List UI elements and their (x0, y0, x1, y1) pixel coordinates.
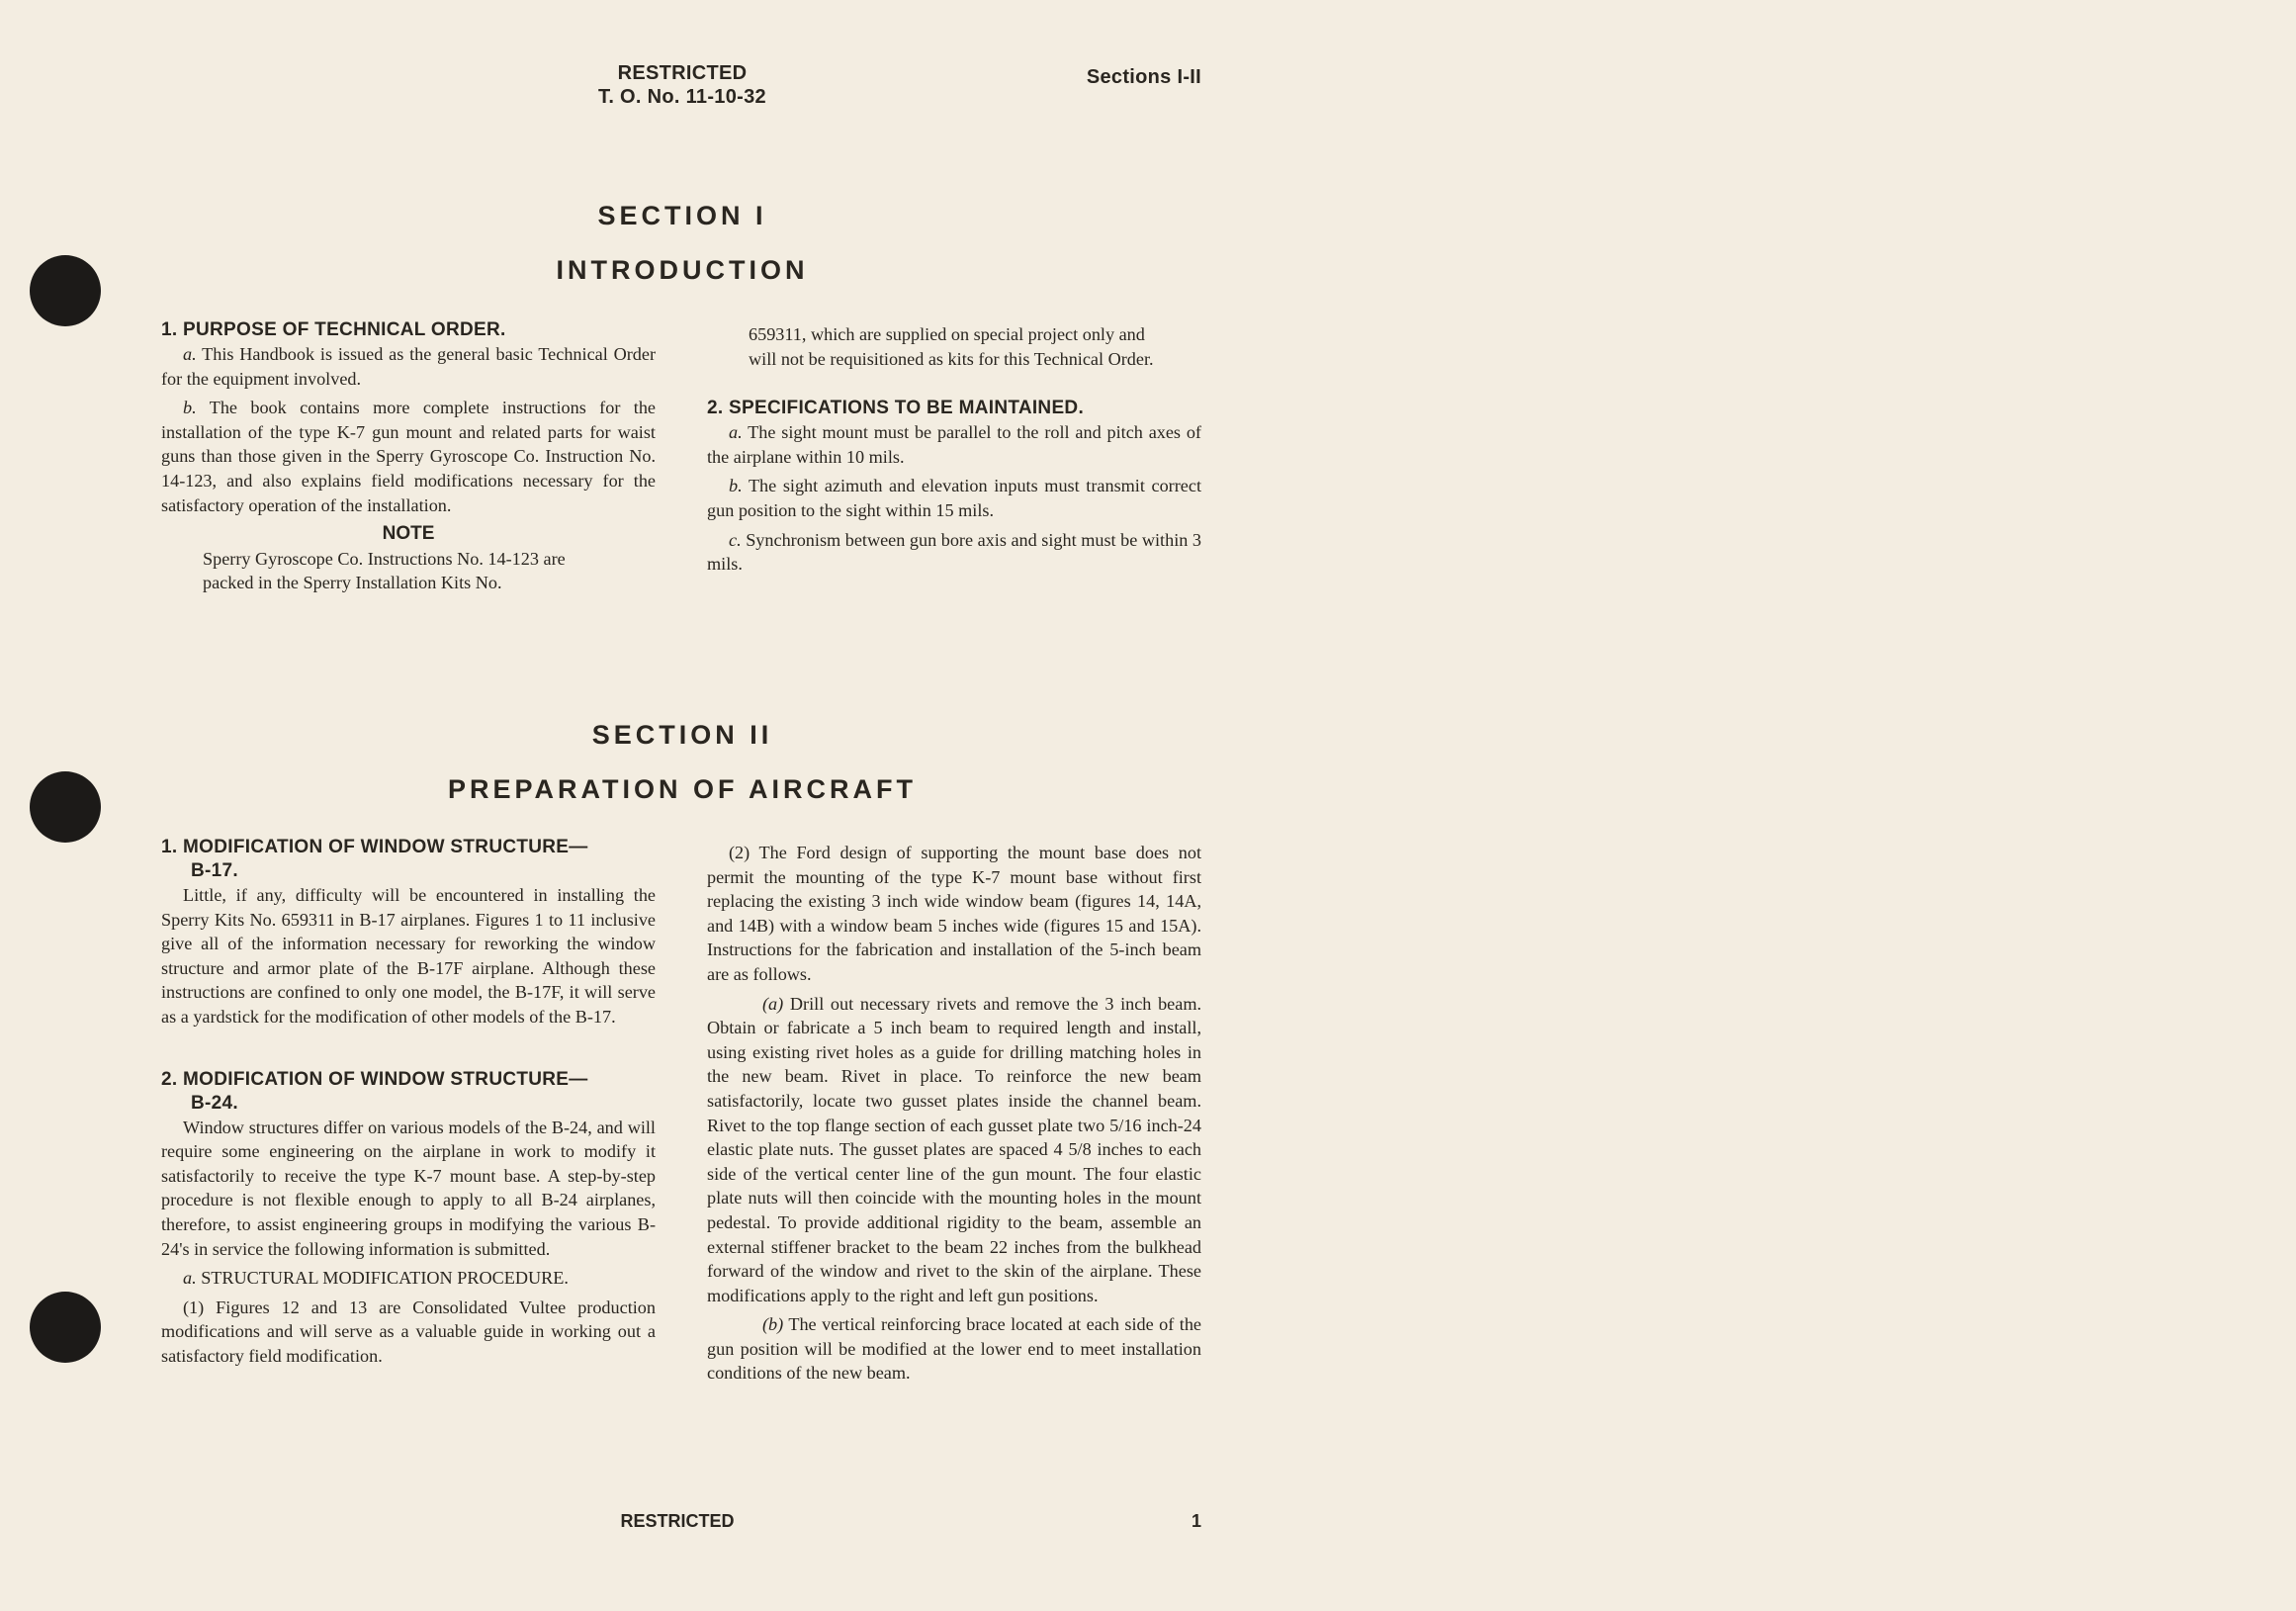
footer-restricted: RESTRICTED (620, 1511, 735, 1531)
procedure-heading: a. STRUCTURAL MODIFICATION PROCEDURE. (183, 1268, 569, 1289)
paragraph-b: b. The book contains more complete instructions for the installation of the type K-7 gun mount and related parts for waist guns than those given in the Sperry Gyroscope Co. Instruction No. 14-123, and also explains field modifications necessary for the satisfactory operation of the installation. (161, 398, 656, 515)
header-to-number: T. O. No. 11-10-32 (598, 86, 766, 108)
section-2-right-column (707, 841, 1201, 1390)
header-restricted: RESTRICTED (617, 62, 748, 84)
section-2-title: PREPARATION OF AIRCRAFT (448, 774, 917, 804)
procedure-step-2: (2) The Ford design of supporting the mount base does not permit the mounting of the type K-7 mount base without first replacing the existing 3 inch wide window beam (figures 14, 14A, and 14B) with a window beam 5 inches wide (figures 15 and 15A). Instructions for the fabrication and installation of the 5-inch beam are as follows. (707, 843, 1201, 984)
section-2-number: SECTION II (591, 720, 773, 750)
section-2-left-column (161, 836, 656, 1374)
header-sections: Sections I-II (1086, 66, 1201, 88)
spec-a: a. The sight mount must be parallel to the roll and pitch axes of the airplane within 10 mils. (707, 422, 1201, 467)
page-number: 1 (1191, 1511, 1201, 1531)
header-classification (554, 61, 811, 109)
section-1-left-column (161, 318, 656, 595)
heading-b24: 2. MODIFICATION OF WINDOW STRUCTURE— B-24. (161, 1068, 588, 1114)
heading-specifications: 2. SPECIFICATIONS TO BE MAINTAINED. (707, 398, 1085, 419)
procedure-step-2b: (b) The vertical reinforcing brace located at each side of the gun position will be modified at the lower end to meet installation conditions of the new beam. (707, 1314, 1201, 1384)
note-heading: NOTE (382, 523, 435, 545)
paragraph-b24: Window structures differ on various models of the B-24, and will require some engineering on the airplane in work to modify it satisfactorily to receive the type K-7 mount base. A step-by-step procedure is not flexible enough to apply to all B-24 airplanes, therefore, to assist engineering groups in modifying the various B-24's in service the following information is submitted. (161, 1117, 656, 1259)
spec-b: b. The sight azimuth and elevation inputs must transmit correct gun position to the sight within 15 mils. (707, 476, 1201, 520)
heading-b17: 1. MODIFICATION OF WINDOW STRUCTURE— B-17. (161, 837, 588, 881)
section-1-title: INTRODUCTION (556, 255, 809, 285)
binder-hole (30, 255, 101, 326)
procedure-step-1: (1) Figures 12 and 13 are Consolidated Vultee production modifications and will serve as a valuable guide in working out a satisfactory field modification. (161, 1297, 656, 1366)
note-continued: 659311, which are supplied on special project only and will not be requisitioned as kits for this Technical Order. (749, 324, 1154, 369)
procedure-step-2a: (a) Drill out necessary rivets and remove the 3 inch beam. Obtain or fabricate a 5 inch beam to required length and install, using existing rivet holes as a guide for drilling matching holes in the new beam. Rivet in place. To reinforce the new beam satisfactorily, locate two gusset plates inside the channel beam. Rivet to the top flange section of each gusset plate two 5/16 inch-24 elastic plate nuts. The gusset plates are spaced 4 5/8 inches to each side of the vertical center line of the gun mount. The four elastic plate nuts will then coincide with the mounting holes in the mount pedestal. To provide additional rigidity to the beam, assemble an external stiffener bracket to the beam 22 inches from the bulkhead forward of the window and rivet to the skin of the airplane. These modifications apply to the right and left gun positions. (707, 993, 1202, 1305)
spec-c: c. Synchronism between gun bore axis and sight must be within 3 mils. (707, 529, 1201, 575)
heading-purpose: 1. PURPOSE OF TECHNICAL ORDER. (161, 319, 506, 340)
paragraph-a: a. This Handbook is issued as the general basic Technical Order for the equipment involved. (161, 344, 657, 389)
section-1-number: SECTION I (597, 201, 767, 230)
binder-hole (30, 771, 101, 843)
paragraph-b17: Little, if any, difficulty will be encountered in installing the Sperry Kits No. 659311 in B-17 airplanes. Figures 1 to 11 inclusive give all of the information necessary for reworking the window structure and armor plate of the B-17F airplane. Although these instructions are confined to only one model, the B-17F, it will serve as a yardstick for the modification of other models of the B-17. (161, 885, 656, 1027)
binder-hole (30, 1292, 101, 1363)
section-1-right-column (707, 322, 1201, 582)
note-body: Sperry Gyroscope Co. Instructions No. 14-123 are packed in the Sperry Installation Kits No. (203, 548, 566, 593)
